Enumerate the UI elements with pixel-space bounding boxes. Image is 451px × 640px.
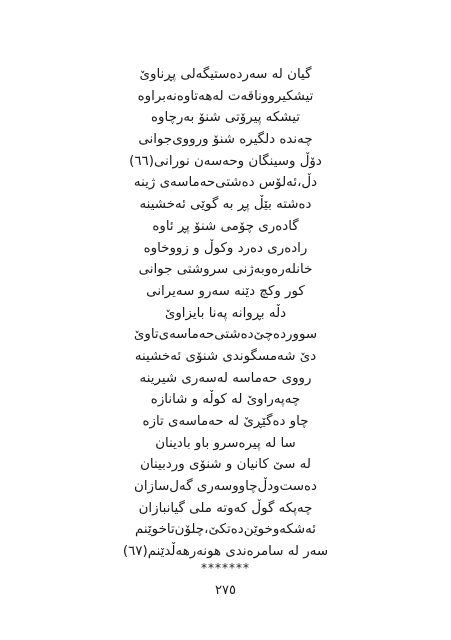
- poem-line: چەندە دلگیرە شنۆ ورووی‌جوانی: [138, 132, 313, 148]
- poem-line: رووی حەماسە لەسەری شیرینە: [139, 370, 312, 386]
- section-separator: *******: [201, 560, 250, 575]
- poem-line: دێ شەمسگوندی شنۆی ئەخشینە: [134, 348, 317, 364]
- poem-line: خانلەرەوبەژنی سروشتی جوانی: [138, 262, 313, 278]
- poem-line: سا لە پیرەسرو باو بادینان: [155, 435, 296, 451]
- poem-line: چەپەراوێ لە کوڵە و شانازە: [150, 392, 301, 408]
- poem-line: تیشکە پیرۆتی شنۆ بەرچاوە: [151, 110, 300, 126]
- poem-line: چەپکە گوڵ کەوتە ملی گیانبازان: [138, 500, 313, 516]
- page-number: ٢٧٥: [215, 583, 236, 598]
- poem-line: ئەشکەوخوێن‌دەتکێ،چلۆن‌تاخوێنم: [134, 522, 316, 538]
- poem-line: دەست‌ودڵ‌چاووسەری گەل‌سازان: [133, 479, 317, 495]
- poem-line: گادەری چۆمی شنۆ پڕ ئاوە: [152, 218, 299, 234]
- poem-line: کور وکچ دێنە سەرو سەیرانی: [146, 283, 305, 299]
- poem-line: دۆڵ وسینگان وحەسەن نورانی(٦٦): [129, 153, 322, 169]
- poem-line: لە سێ کانیان و شنۆی وردبینان: [140, 457, 311, 473]
- poem-line: سووردەچێ‌دەشتی‌حەماسەی‌تاوێ: [133, 327, 318, 343]
- poem-line: دەشتە بێڵ پڕ بە گوێی ئەخشینە: [139, 197, 312, 213]
- poem-line: گیان لە سەردەستیگەلی پڕناوێ: [139, 67, 312, 82]
- poem-line: رادەری دەرد وکوڵ و زووخاوە: [143, 240, 308, 256]
- poem-block: [60, 64, 391, 575]
- poem-line: چاو دەگێڕیٚ لە حەماسەی تازە: [142, 414, 309, 429]
- poem-line: تیشکیرووناقەت لەهەتاوەنەبراوە: [137, 88, 314, 104]
- poem-line: دڵ،ئەلۆس دەشتی‌حەماسەی ژینە: [133, 175, 318, 191]
- poem-line: دڵە بڕوانە پەنا بایزاوێ: [164, 305, 287, 321]
- poem-line: سەر لە سامرەندی هونەرهەڵدێنم(٦٧): [122, 544, 329, 560]
